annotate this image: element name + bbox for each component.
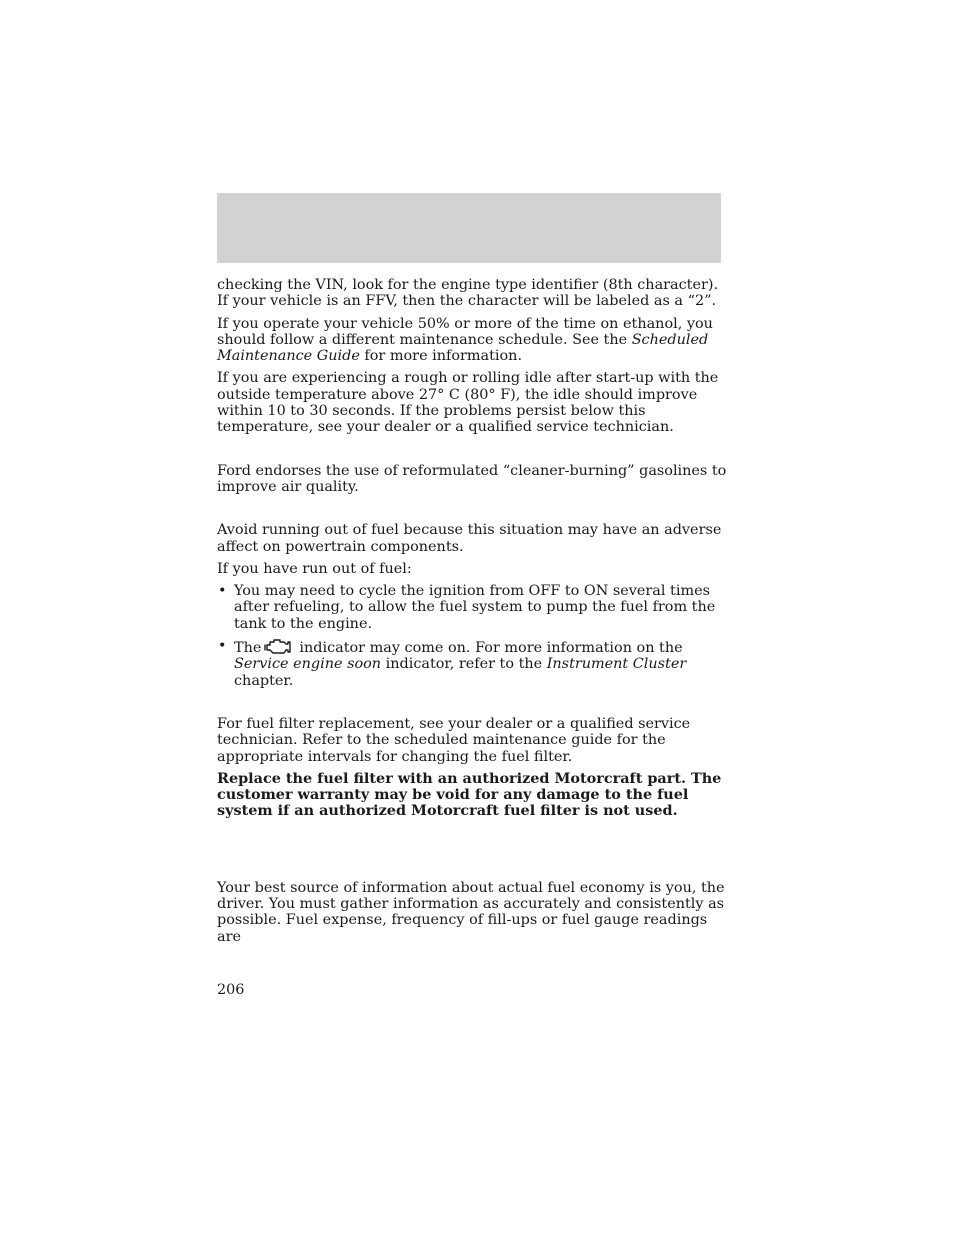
paragraph-fuel-economy: Your best source of information about actual fuel economy is you, the driver. You must gather information as accurately and consistently as possible. Fuel expense, frequency of fill-ups or fuel gauge readings are: [217, 879, 725, 945]
header-band: [217, 193, 721, 263]
run-out-bullet-list: [217, 583, 727, 689]
list-item: • You may need to cycle the ignition from OFF to ON several times after refueling, to allow the fuel system to pump the fuel from the tank to the engine.: [218, 583, 716, 632]
paragraph-vin-check: checking the VIN, look for the engine type identifier (8th character). If your vehicle is an FFV, then the character will be labeled as a “2”.: [217, 277, 719, 310]
instrument-cluster-ref: Instrument Cluster: [546, 656, 687, 673]
list-item: • The indicator may come on. For more information on the Service engine soon indicator, refer to the Instrument Cluster chapter.: [218, 638, 687, 689]
scheduled-maintenance-guide-ref: Scheduled Maintenance Guide: [217, 331, 709, 365]
bullet-mark: •: [218, 638, 227, 655]
page-number: 206: [217, 982, 245, 998]
paragraph-reformulated-gasoline: Ford endorses the use of reformulated “cleaner-burning” gasolines to improve air quality.: [217, 462, 727, 495]
paragraph-run-out-intro: If you have run out of fuel:: [217, 560, 412, 577]
paragraph-rough-idle: If you are experiencing a rough or rolling idle after start-up with the outside temperature above 27° C (80° F), the idle should improve within 10 to 30 seconds. If the problems persist below this temperature, see your dealer or a qualified service technician.: [217, 370, 719, 436]
bullet-mark: •: [218, 583, 227, 600]
paragraph-avoid-running-out: Avoid running out of fuel because this situation may have an adverse affect on powertrain components.: [217, 522, 722, 555]
service-engine-soon-ref: Service engine soon: [234, 656, 382, 673]
paragraph-ethanol-maintenance: If you operate your vehicle 50% or more of the time on ethanol, you should follow a different maintenance schedule. See the Scheduled Maintenance Guide for more information.: [217, 315, 713, 365]
paragraph-motorcraft-warning: Replace the fuel filter with an authorized Motorcraft part. The customer warranty may be void for any damage to the fuel system if an authorized Motorcraft fuel filter is not used.: [217, 769, 722, 820]
check-engine-icon: [263, 638, 293, 656]
page-content: [217, 277, 727, 951]
paragraph-fuel-filter: For fuel filter replacement, see your dealer or a qualified service technician. Refer to the scheduled maintenance guide for the appropriate intervals for changing the fuel filter.: [217, 715, 691, 765]
